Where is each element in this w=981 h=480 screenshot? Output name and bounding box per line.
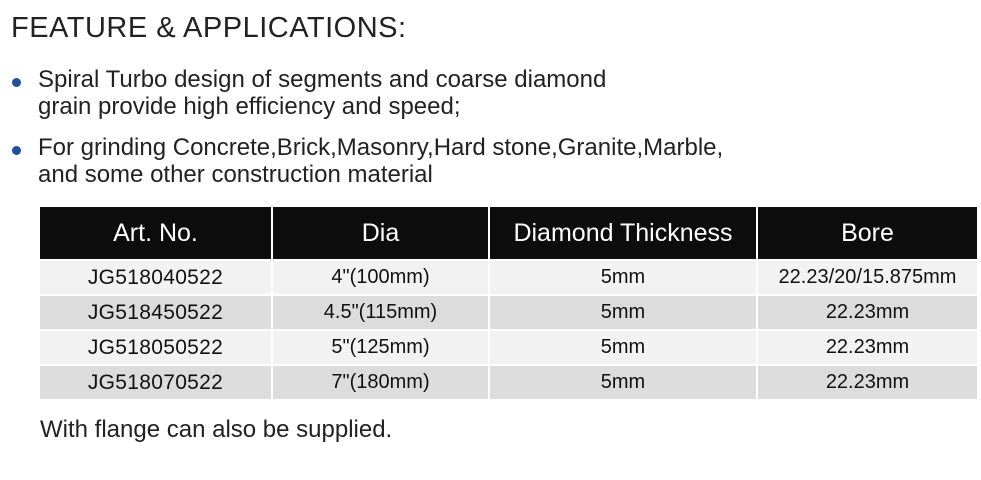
table-cell-thickness: 5mm bbox=[489, 330, 757, 365]
table-row bbox=[40, 260, 977, 295]
table-cell-dia: 7"(180mm) bbox=[272, 365, 489, 399]
table-cell-art-no: JG518040522 bbox=[40, 260, 272, 295]
table-row bbox=[40, 365, 977, 399]
table-cell-dia: 5"(125mm) bbox=[272, 330, 489, 365]
table-cell-art-no: JG518450522 bbox=[40, 295, 272, 330]
table-cell-bore: 22.23/20/15.875mm bbox=[757, 260, 977, 295]
bullet-icon bbox=[12, 146, 21, 155]
table-cell-bore: 22.23mm bbox=[757, 295, 977, 330]
table-cell-dia: 4"(100mm) bbox=[272, 260, 489, 295]
page-title: FEATURE & APPLICATIONS: bbox=[11, 12, 407, 44]
column-header-dia: Dia bbox=[272, 207, 489, 260]
spec-table bbox=[40, 207, 977, 399]
feature-text-line: and some other construction material bbox=[38, 161, 433, 188]
footnote: With flange can also be supplied. bbox=[40, 416, 393, 443]
table-header-row bbox=[40, 207, 977, 260]
table-cell-dia: 4.5"(115mm) bbox=[272, 295, 489, 330]
table-cell-art-no: JG518050522 bbox=[40, 330, 272, 365]
table-cell-art-no: JG518070522 bbox=[40, 365, 272, 399]
table-cell-thickness: 5mm bbox=[489, 260, 757, 295]
column-header-bore: Bore bbox=[757, 207, 977, 260]
table-row bbox=[40, 295, 977, 330]
feature-item bbox=[12, 134, 723, 188]
table-cell-thickness: 5mm bbox=[489, 295, 757, 330]
column-header-thickness: Diamond Thickness bbox=[489, 207, 757, 260]
feature-text-line: For grinding Concrete,Brick,Masonry,Hard stone,Granite,Marble, bbox=[38, 134, 724, 161]
table-cell-thickness: 5mm bbox=[489, 365, 757, 399]
feature-text-line: grain provide high efficiency and speed; bbox=[38, 93, 461, 120]
table-row bbox=[40, 330, 977, 365]
column-header-art-no: Art. No. bbox=[40, 207, 272, 260]
feature-item bbox=[12, 66, 606, 120]
feature-text-line: Spiral Turbo design of segments and coarse diamond bbox=[38, 66, 607, 93]
table-cell-bore: 22.23mm bbox=[757, 365, 977, 399]
bullet-icon bbox=[12, 78, 21, 87]
table-cell-bore: 22.23mm bbox=[757, 330, 977, 365]
